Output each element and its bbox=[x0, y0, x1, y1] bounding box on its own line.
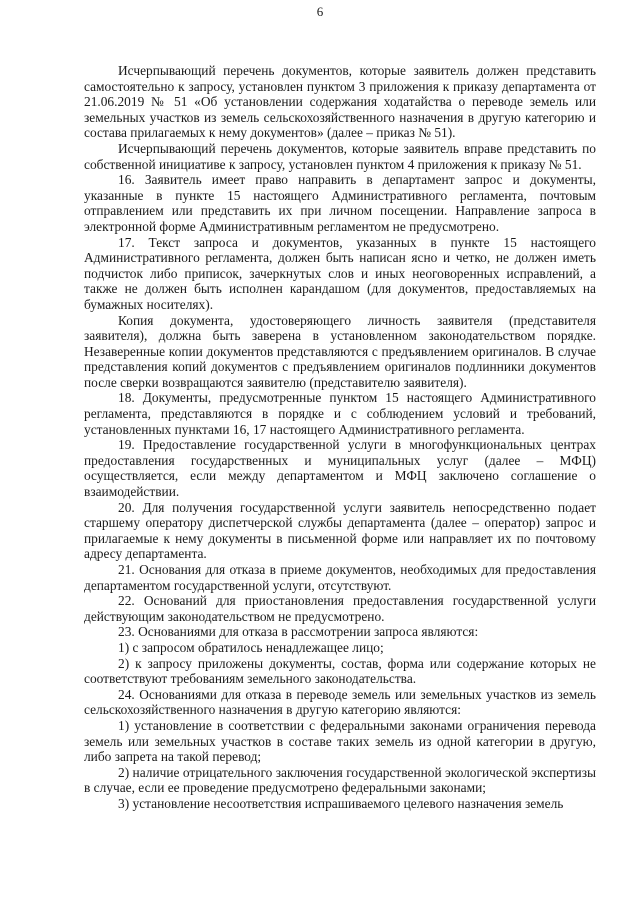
paragraph-20: 20. Для получения государственной услуги заявитель непосредственно подает старшему оператору диспетчерской службы департамента (далее – оператор) запрос и прилагаемые к нему документы в письменной форме или направляет их по почтовому адресу департамента. bbox=[84, 499, 596, 562]
paragraph-23: 23. Основаниями для отказа в рассмотрении запроса являются: bbox=[118, 624, 479, 640]
paragraph-23-item-2: 2) к запросу приложены документы, состав, форма или содержание которых не соответствуют требованиям земельного законодательства. bbox=[84, 655, 596, 687]
paragraph-17: 17. Текст запроса и документов, указанных в пункте 15 настоящего Административного регламента, должен быть написан ясно и четко, не должен иметь подчисток либо приписок, зачеркнутых слов и иных неоговоренных исправлений, а также не должен быть исполнен карандашом (для документов, предоставляемых на бумажных носителях). bbox=[84, 234, 596, 312]
paragraph-18: 18. Документы, предусмотренные пунктом 15 настоящего Административного регламента, представляются в порядке и с соблюдением условий и требований, установленных пунктами 16, 17 настоящего Административного регламента. bbox=[84, 390, 596, 437]
paragraph-21: 21. Основания для отказа в приеме документов, необходимых для предоставления департаментом государственной услуги, отсутствуют. bbox=[84, 562, 596, 593]
page-number: 6 bbox=[316, 4, 324, 19]
paragraph-22: 22. Оснований для приостановления предоставления государственной услуги действующим законодательством не предусмотрено. bbox=[84, 593, 596, 624]
paragraph-24-item-3: 3) установление несоответствия испрашиваемого целевого назначения земель bbox=[118, 795, 564, 811]
paragraph-19: 19. Предоставление государственной услуги в многофункциональных центрах предоставления государственных и муниципальных услуг (далее – МФЦ) осуществляется, если между департаментом и МФЦ заключено соглашение о взаимодействии. bbox=[84, 437, 596, 500]
paragraph-17-copy: Копия документа, удостоверяющего личность заявителя (представителя заявителя), должна быть заверена в установленном законодательством порядке. Незаверенные копии документов представляются с предъявлением оригиналов. В случае представления копий документов с предъявлением оригиналов подлинники документов после сверки возвращаются заявителю (представителю заявителя). bbox=[84, 312, 596, 390]
paragraph-documents-optional: Исчерпывающий перечень документов, которые заявитель вправе представить по собственной инициативе к запросу, установлен пунктом 4 приложения к приказу № 51. bbox=[84, 140, 596, 172]
paragraph-23-item-1: 1) с запросом обратилось ненадлежащее лицо; bbox=[118, 639, 384, 655]
document-body bbox=[84, 63, 596, 812]
paragraph-24: 24. Основаниями для отказа в переводе земель или земельных участков из земель сельскохозяйственного назначения в другую категорию являются: bbox=[84, 686, 596, 718]
paragraph-24-item-2: 2) наличие отрицательного заключения государственной экологической экспертизы в случае, если ее проведение предусмотрено федеральными законами; bbox=[84, 764, 596, 796]
paragraph-documents-required: Исчерпывающий перечень документов, которые заявитель должен представить самостоятельно к запросу, установлен пунктом 3 приложения к приказу департамента от 21.06.2019 № 51 «Об установлении содержания ходатайства о переводе земель или земельных участков из земель сельскохозяйственного назначения в другую категорию и состава прилагаемых к нему документов» (далее – приказ № 51). bbox=[84, 63, 596, 141]
paragraph-16: 16. Заявитель имеет право направить в департамент запрос и документы, указанные в пункте 15 настоящего Административного регламента, почтовым отправлением или представить их при личном посещении. Направление запроса в электронной форме Административным регламентом не предусмотрено. bbox=[84, 172, 596, 234]
paragraph-24-item-1: 1) установление в соответствии с федеральными законами ограничения перевода земель или земельных участков в составе таких земель из одной категории в другую, либо запрета на такой перевод; bbox=[84, 717, 596, 765]
